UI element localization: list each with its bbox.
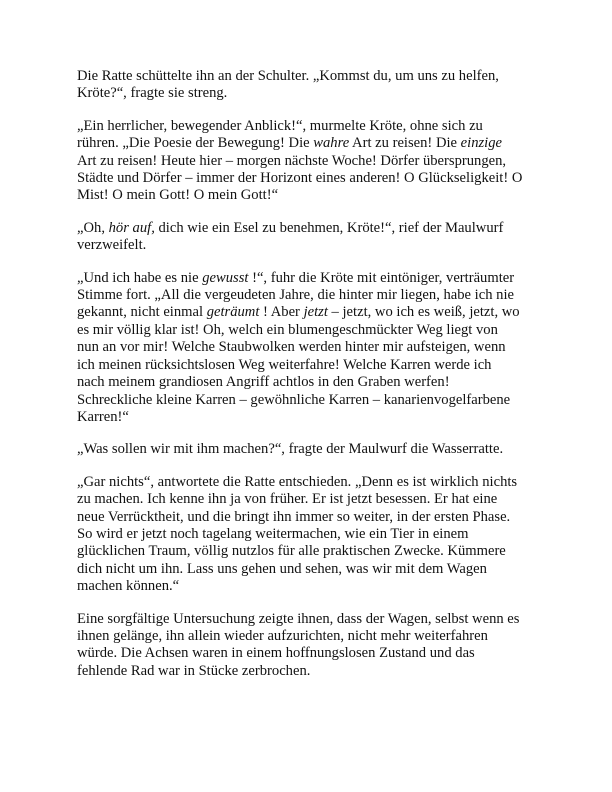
text-line — [77, 491, 539, 508]
text-line — [77, 645, 539, 662]
text-run: nun an vor mir! Welche Staubwolken werden hinter mir aufsteigen, wenn — [77, 339, 506, 356]
text-line — [77, 392, 539, 409]
text-line — [77, 578, 539, 595]
text-run: nach meinem grandiosen Angriff achtlos in den Graben werfen! — [77, 374, 450, 391]
italic-text-run: hör auf, — [108, 219, 155, 236]
text-run: ! Aber — [259, 304, 304, 321]
text-run: Kröte?“, fragte sie streng. — [77, 85, 228, 102]
text-line — [77, 237, 539, 254]
text-line — [77, 220, 539, 237]
text-line — [77, 357, 539, 374]
italic-text-run: geträumt — [206, 304, 260, 321]
text-line — [77, 304, 539, 321]
text-run: Karren!“ — [77, 408, 129, 425]
paragraph — [77, 474, 539, 596]
paragraph — [77, 270, 539, 427]
text-run: „Was sollen wir mit ihm machen?“, fragte der Maulwurf die Wasserratte. — [77, 441, 504, 458]
text-line — [77, 509, 539, 526]
text-line — [77, 611, 539, 628]
paragraph — [77, 118, 539, 205]
text-line — [77, 85, 539, 102]
text-run: gekannt, nicht einmal — [77, 304, 207, 321]
text-line — [77, 170, 539, 187]
italic-text-run: jetzt — [303, 304, 328, 321]
text-run: machen können.“ — [77, 578, 180, 595]
text-line — [77, 153, 539, 170]
text-run: Art zu reisen! Heute hier – morgen nächste Woche! Dörfer übersprungen, — [77, 152, 507, 169]
text-line — [77, 339, 539, 356]
text-run: Mist! O mein Gott! O mein Gott!“ — [77, 187, 279, 204]
text-line — [77, 663, 539, 680]
paragraph — [77, 220, 539, 255]
text-run: „Und ich habe es nie — [77, 269, 203, 286]
text-line — [77, 187, 539, 204]
text-run: Eine sorgfältige Untersuchung zeigte ihnen, dass der Wagen, selbst wenn es — [77, 610, 520, 627]
text-run: Die Ratte schüttelte ihn an der Schulter. „Kommst du, um uns zu helfen, — [77, 68, 499, 84]
paragraph — [77, 441, 539, 458]
text-line — [77, 628, 539, 645]
text-line — [77, 374, 539, 391]
text-run: verzweifelt. — [77, 237, 147, 254]
text-run: Städte und Dörfer – immer der Horizont eines anderen! O Glückseligkeit! O — [77, 170, 523, 187]
text-line — [77, 441, 539, 458]
italic-text-run: wahre — [313, 135, 350, 152]
text-run: !“, fuhr die Kröte mit eintöniger, verträumter — [248, 269, 515, 286]
text-run: Stimme fort. „All die vergeudeten Jahre, die hinter mir liegen, habe ich nie — [77, 287, 514, 304]
text-run: So wird er jetzt noch tagelang weitermachen, wie ein Tier in einem — [77, 525, 469, 542]
text-line — [77, 135, 539, 152]
text-run: „Oh, — [77, 219, 109, 236]
text-line — [77, 270, 539, 287]
text-run: dich wie ein Esel zu benehmen, Kröte!“, rief der Maulwurf — [154, 219, 504, 236]
text-run: ihnen gelänge, ihn allein wieder aufzurichten, nicht mehr weiterfahren — [77, 627, 488, 644]
text-line — [77, 474, 539, 491]
text-line — [77, 322, 539, 339]
text-run: „Ein herrlicher, bewegender Anblick!“, murmelte Kröte, ohne sich zu — [77, 117, 483, 134]
text-run: glücklichen Traum, völlig nutzlos für alle praktischen Zwecke. Kümmere — [77, 543, 506, 560]
text-run: fehlende Rad war in Stücke zerbrochen. — [77, 662, 311, 679]
paragraph — [77, 611, 539, 681]
italic-text-run: einzige — [460, 135, 503, 152]
text-run: rühren. „Die Poesie der Bewegung! Die — [77, 135, 314, 152]
document-page — [77, 68, 539, 680]
text-line — [77, 68, 539, 85]
text-run: Art zu reisen! Die — [349, 135, 461, 152]
text-line — [77, 543, 539, 560]
text-line — [77, 409, 539, 426]
italic-text-run: gewusst — [202, 269, 249, 286]
text-run: „Gar nichts“, antwortete die Ratte entschieden. „Denn es ist wirklich nichts — [77, 473, 518, 490]
text-run: würde. Die Achsen waren in einem hoffnungslosen Zustand und das — [77, 645, 475, 662]
text-run: – jetzt, wo ich es weiß, jetzt, wo — [327, 304, 520, 321]
text-run: zu machen. Ich kenne ihn ja von früher. Er ist jetzt besessen. Er hat eine — [77, 491, 498, 508]
paragraph — [77, 68, 539, 103]
text-line — [77, 561, 539, 578]
text-line — [77, 287, 539, 304]
text-run: neue Verrücktheit, und die bringt ihn immer so weiter, in der ersten Phase. — [77, 508, 511, 525]
text-run: ich meinen rücksichtslosen Weg weiterfahre! Welche Karren werde ich — [77, 356, 492, 373]
text-line — [77, 118, 539, 135]
text-run: dich nicht um ihn. Lass uns gehen und sehen, was wir mit dem Wagen — [77, 560, 487, 577]
text-run: es mir völlig klar ist! Oh, welch ein blumengeschmückter Weg liegt von — [77, 321, 498, 338]
text-line — [77, 526, 539, 543]
text-run: Schreckliche kleine Karren – gewöhnliche Karren – kanarienvogelfarbene — [77, 391, 511, 408]
